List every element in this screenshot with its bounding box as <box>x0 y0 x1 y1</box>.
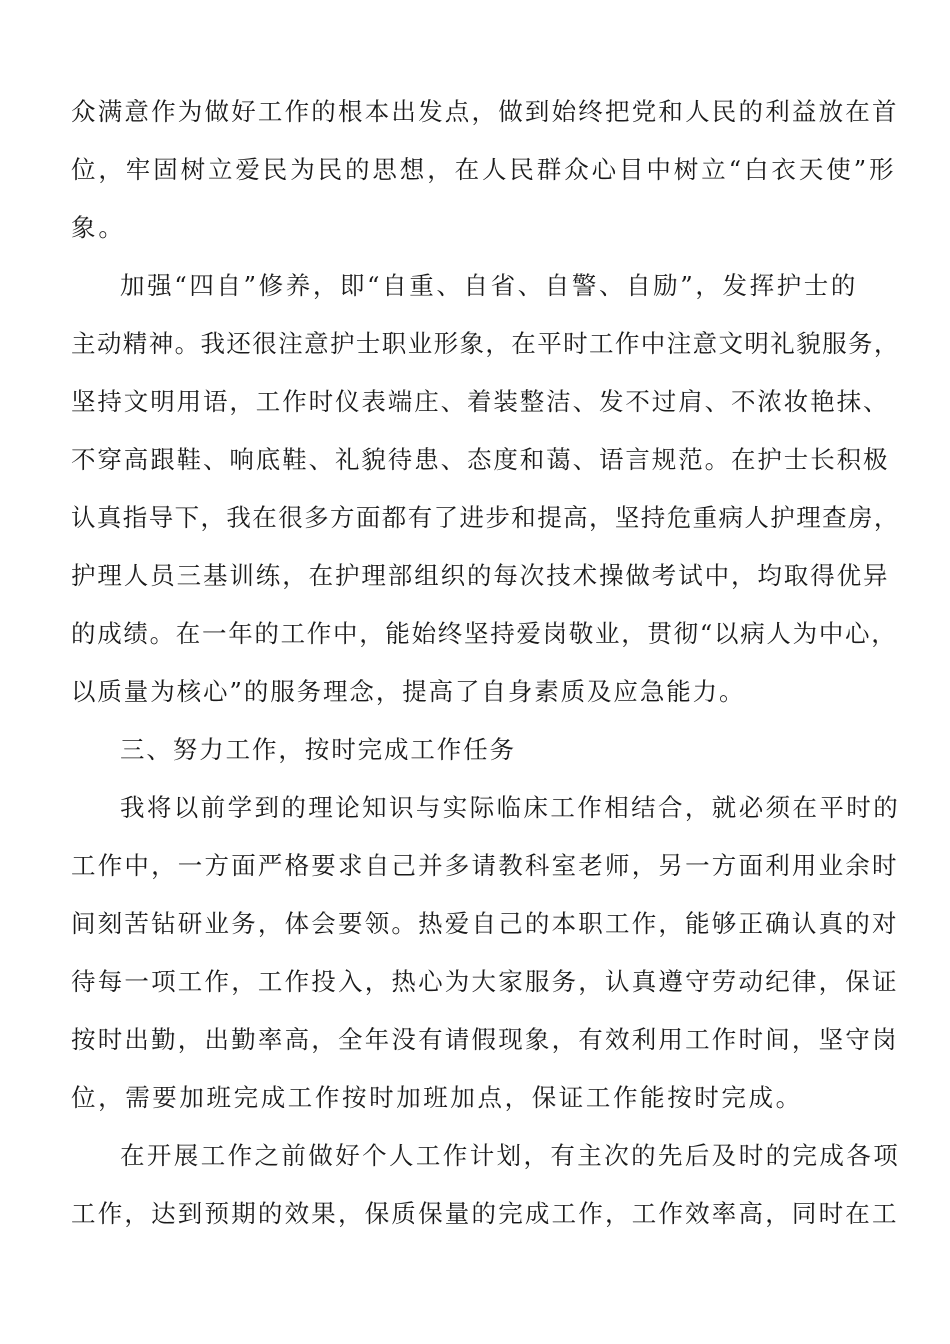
text-line: 坚持文明用语，工作时仪表端庄、着装整洁、发不过肩、不浓妆艳抹、 <box>71 387 890 416</box>
text-line: 不穿高跟鞋、响底鞋、礼貌待患、态度和蔼、语言规范。在护士长积极 <box>71 445 890 474</box>
text-line: 我将以前学到的理论知识与实际临床工作相结合，就必须在平时的 <box>120 793 901 822</box>
text-line: 以质量为核心”的服务理念，提高了自身素质及应急能力。 <box>71 677 746 706</box>
text-line: 按时出勤，出勤率高，全年没有请假现象，有效利用工作时间，坚守岗 <box>71 1025 899 1054</box>
text-line: 认真指导下，我在很多方面都有了进步和提高，坚持危重病人护理查房， <box>71 503 900 532</box>
text-line: 工作中，一方面严格要求自己并多请教科室老师，另一方面利用业余时 <box>71 851 899 880</box>
text-line: 加强“四自”修养，即“自重、自省、自警、自励”，发挥护士的 <box>120 271 858 300</box>
text-line: 位，牢固树立爱民为民的思想，在人民群众心目中树立“白衣天使”形 <box>71 155 897 184</box>
text-line: 主动精神。我还很注意护士职业形象，在平时工作中注意文明礼貌服务， <box>71 329 900 358</box>
section-heading: 三、努力工作，按时完成工作任务 <box>120 735 516 764</box>
text-line: 护理人员三基训练，在护理部组织的每次技术操做考试中，均取得优异 <box>71 561 890 590</box>
text-line: 位，需要加班完成工作按时加班加点，保证工作能按时完成。 <box>71 1083 803 1112</box>
text-line: 待每一项工作，工作投入，热心为大家服务，认真遵守劳动纪律，保证 <box>71 967 899 996</box>
text-line: 间刻苦钻研业务，体会要领。热爱自己的本职工作，能够正确认真的对 <box>71 909 899 938</box>
text-line: 工作，达到预期的效果，保质保量的完成工作，工作效率高，同时在工 <box>71 1199 899 1228</box>
text-line: 的成绩。在一年的工作中，能始终坚持爱岗敬业，贯彻“以病人为中心， <box>71 619 898 648</box>
text-line: 众满意作为做好工作的根本出发点，做到始终把党和人民的利益放在首 <box>71 97 899 126</box>
text-line: 象。 <box>71 213 126 242</box>
text-line: 在开展工作之前做好个人工作计划，有主次的先后及时的完成各项 <box>120 1141 901 1170</box>
